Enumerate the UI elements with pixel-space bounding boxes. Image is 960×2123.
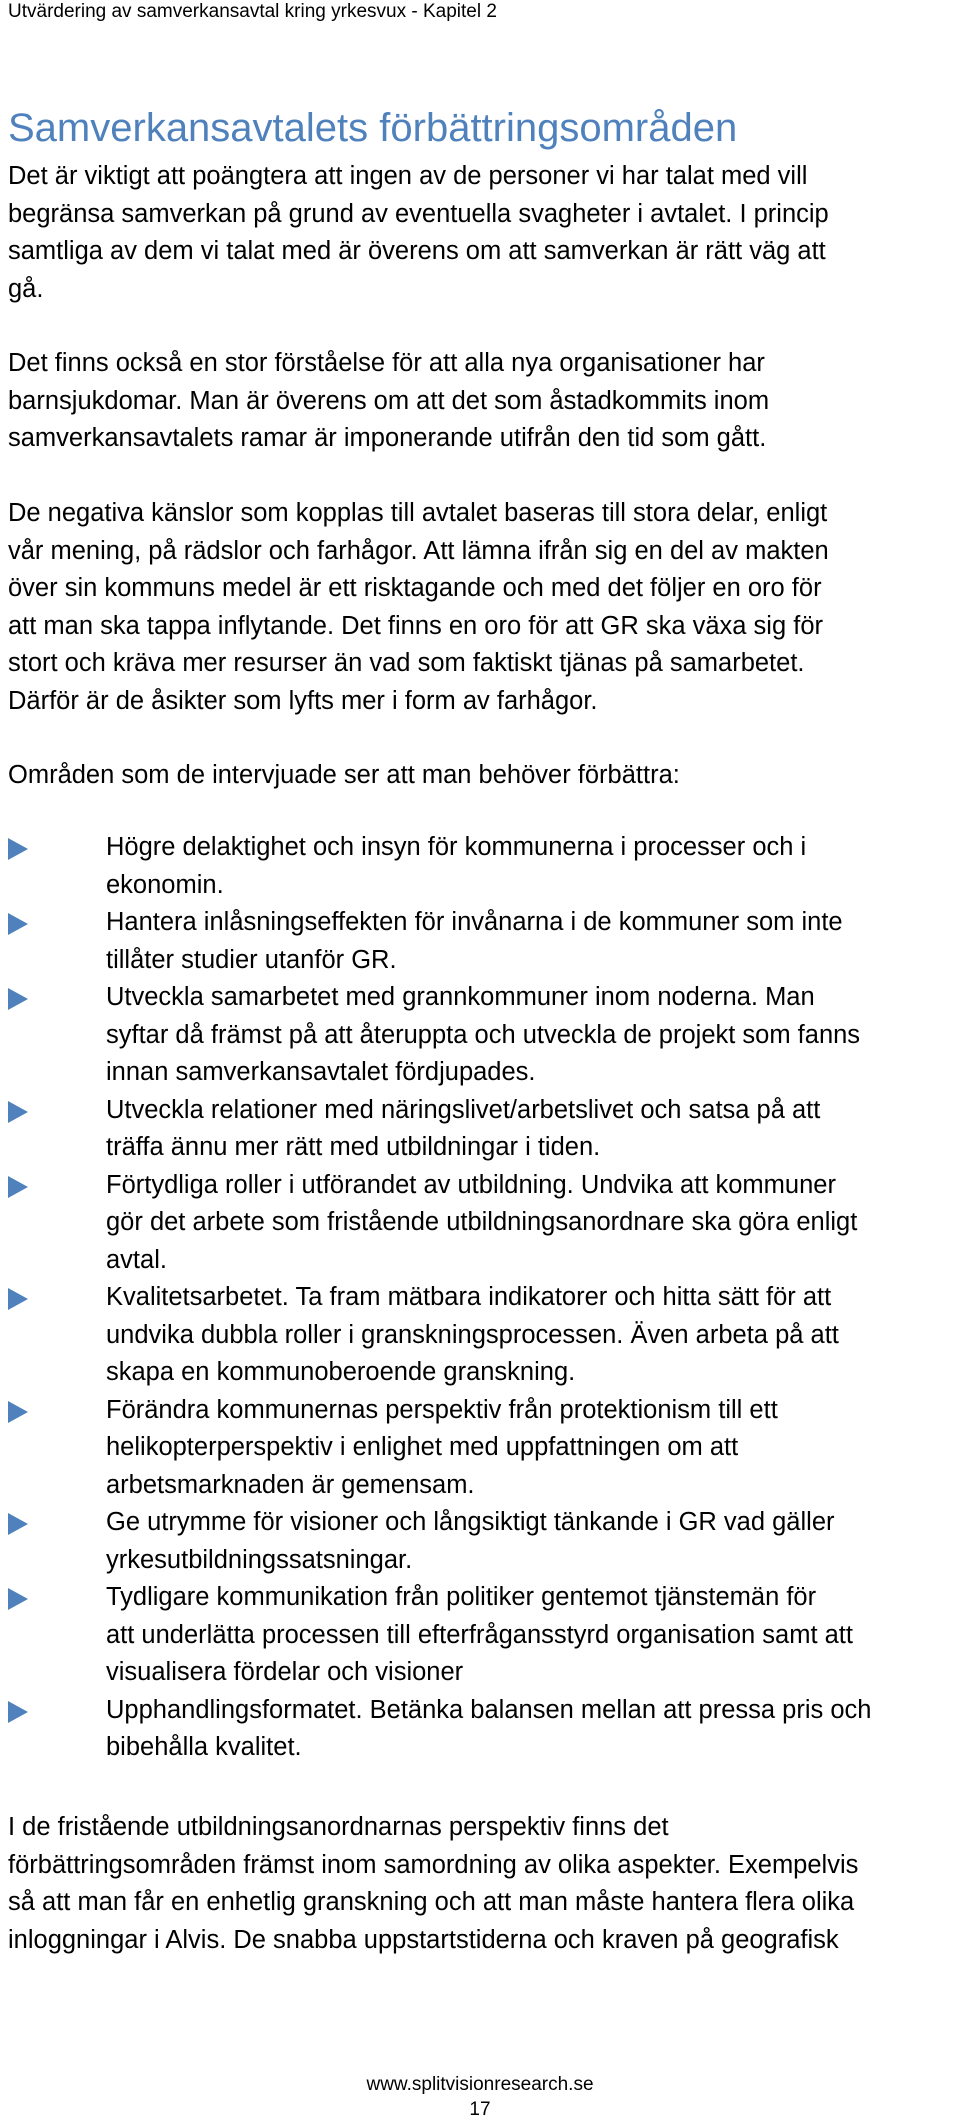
page-header [8, 0, 497, 24]
paragraph-line: stort och kräva mer resurser än vad som faktiskt tjänas på samarbetet. [8, 649, 805, 677]
list-item-line: gör det arbete som fristående utbildningsanordnare ska göra enligt [106, 1208, 858, 1236]
page-number: 17 [469, 2099, 491, 2120]
list-item-line: Upphandlingsformatet. Betänka balansen mellan att pressa pris och [106, 1695, 872, 1724]
list-item-line: Tydligare kommunikation från politiker gentemot tjänstemän för [106, 1583, 817, 1611]
list-item [8, 1579, 953, 1692]
list-item [8, 904, 953, 979]
paragraph-line: vår mening, på rädslor och farhågor. Att lämna ifrån sig en del av makten [8, 536, 829, 565]
list-item-line: visualisera fördelar och visioner [106, 1658, 464, 1686]
list-item-line: avtal. [106, 1245, 167, 1274]
paragraph-line: barnsjukdomar. Man är överens om att det som åstadkommits inom [8, 386, 770, 415]
list-item-line: ekonomin. [106, 870, 224, 899]
list-item-line: helikopterperspektiv i enlighet med uppfattningen om att [106, 1433, 739, 1461]
improvement-list [8, 829, 953, 1767]
list-intro [8, 757, 953, 795]
list-item [8, 1392, 953, 1505]
paragraph-line: gå. [8, 274, 44, 303]
paragraph-line: så att man får en enhetlig granskning och att man måste hantera flera olika [8, 1888, 855, 1916]
paragraph-line: Det finns också en stor förståelse för att alla nya organisationer har [8, 349, 765, 377]
paragraph-line: I de fristående utbildningsanordnarnas perspektiv finns det [8, 1813, 669, 1841]
triangle-right-icon [8, 1101, 28, 1123]
triangle-right-icon [8, 988, 28, 1010]
list-item-line: Kvalitetsarbetet. Ta fram mätbara indikatorer och hitta sätt för att [106, 1283, 832, 1311]
list-item-line: att underlätta processen till efterfrågansstyrd organisation samt att [106, 1620, 853, 1649]
list-item-line: Ge utrymme för visioner och långsiktigt tänkande i GR vad gäller [106, 1508, 835, 1536]
list-item [8, 1167, 953, 1280]
list-item [8, 1504, 953, 1579]
list-item-line: yrkesutbildningssatsningar. [106, 1545, 413, 1574]
list-item-line: innan samverkansavtalet fördjupades. [106, 1058, 536, 1086]
list-item [8, 1692, 953, 1767]
list-item-line: träffa ännu mer rätt med utbildningar i tiden. [106, 1133, 601, 1161]
list-item [8, 829, 953, 904]
section-heading: Samverkansavtalets förbättringsområden [8, 106, 738, 150]
paragraph-line: samverkansavtalets ramar är imponerande utifrån den tid som gått. [8, 424, 767, 452]
paragraph-1 [8, 158, 953, 308]
paragraph-line: samtliga av dem vi talat med är överens om att samverkan är rätt väg att [8, 237, 826, 265]
triangle-right-icon [8, 1701, 28, 1723]
list-item-line: tillåter studier utanför GR. [106, 945, 397, 974]
paragraph-line: att man ska tappa inflytande. Det finns en oro för att GR ska växa sig för [8, 611, 823, 640]
list-item-line: Förändra kommunernas perspektiv från protektionism till ett [106, 1395, 778, 1424]
list-item [8, 1092, 953, 1167]
list-item-line: bibehålla kvalitet. [106, 1733, 302, 1761]
triangle-right-icon [8, 1176, 28, 1198]
paragraph-line: förbättringsområden främst inom samordning av olika aspekter. Exempelvis [8, 1850, 859, 1879]
paragraph-line: begränsa samverkan på grund av eventuella svagheter i avtalet. I princip [8, 199, 829, 228]
triangle-right-icon [8, 1288, 28, 1310]
list-item-line: Hantera inlåsningseffekten för invånarna i de kommuner som inte [106, 908, 843, 936]
triangle-right-icon [8, 838, 28, 860]
paragraph-line: inloggningar i Alvis. De snabba uppstartstiderna och kraven på geografisk [8, 1925, 839, 1954]
list-item-line: Förtydliga roller i utförandet av utbildning. Undvika att kommuner [106, 1170, 836, 1199]
paragraph-line: över sin kommuns medel är ett risktagande och med det följer en oro för [8, 574, 822, 602]
footer-website: www.splitvisionresearch.se [366, 2074, 594, 2095]
triangle-right-icon [8, 1513, 28, 1535]
list-item-line: undvika dubbla roller i granskningsprocessen. Även arbeta på att [106, 1320, 839, 1349]
triangle-right-icon [8, 1588, 28, 1610]
list-item-line: Högre delaktighet och insyn för kommunerna i processer och i [106, 833, 807, 861]
paragraph-line: De negativa känslor som kopplas till avtalet baseras till stora delar, enligt [8, 499, 828, 527]
list-item-line: skapa en kommunoberoende granskning. [106, 1358, 576, 1386]
paragraph-line: Det är viktigt att poängtera att ingen av de personer vi har talat med vill [8, 162, 808, 190]
list-item-line: Utveckla relationer med näringslivet/arbetslivet och satsa på att [106, 1095, 821, 1124]
list-item [8, 979, 953, 1092]
closing-paragraph [8, 1809, 953, 1959]
paragraph-3 [8, 495, 953, 720]
list-item-line: syftar då främst på att återuppta och utveckla de projekt som fanns [106, 1020, 861, 1049]
list-item-line: Utveckla samarbetet med grannkommuner inom noderna. Man [106, 983, 815, 1011]
triangle-right-icon [8, 913, 28, 935]
triangle-right-icon [8, 1401, 28, 1423]
paragraph-line: Områden som de intervjuade ser att man behöver förbättra: [8, 761, 680, 789]
list-item [8, 1279, 953, 1392]
paragraph-2 [8, 345, 953, 458]
list-item-line: arbetsmarknaden är gemensam. [106, 1470, 475, 1499]
paragraph-line: Därför är de åsikter som lyfts mer i form av farhågor. [8, 686, 598, 715]
header-text: Utvärdering av samverkansavtal kring yrkesvux - Kapitel 2 [8, 1, 497, 22]
